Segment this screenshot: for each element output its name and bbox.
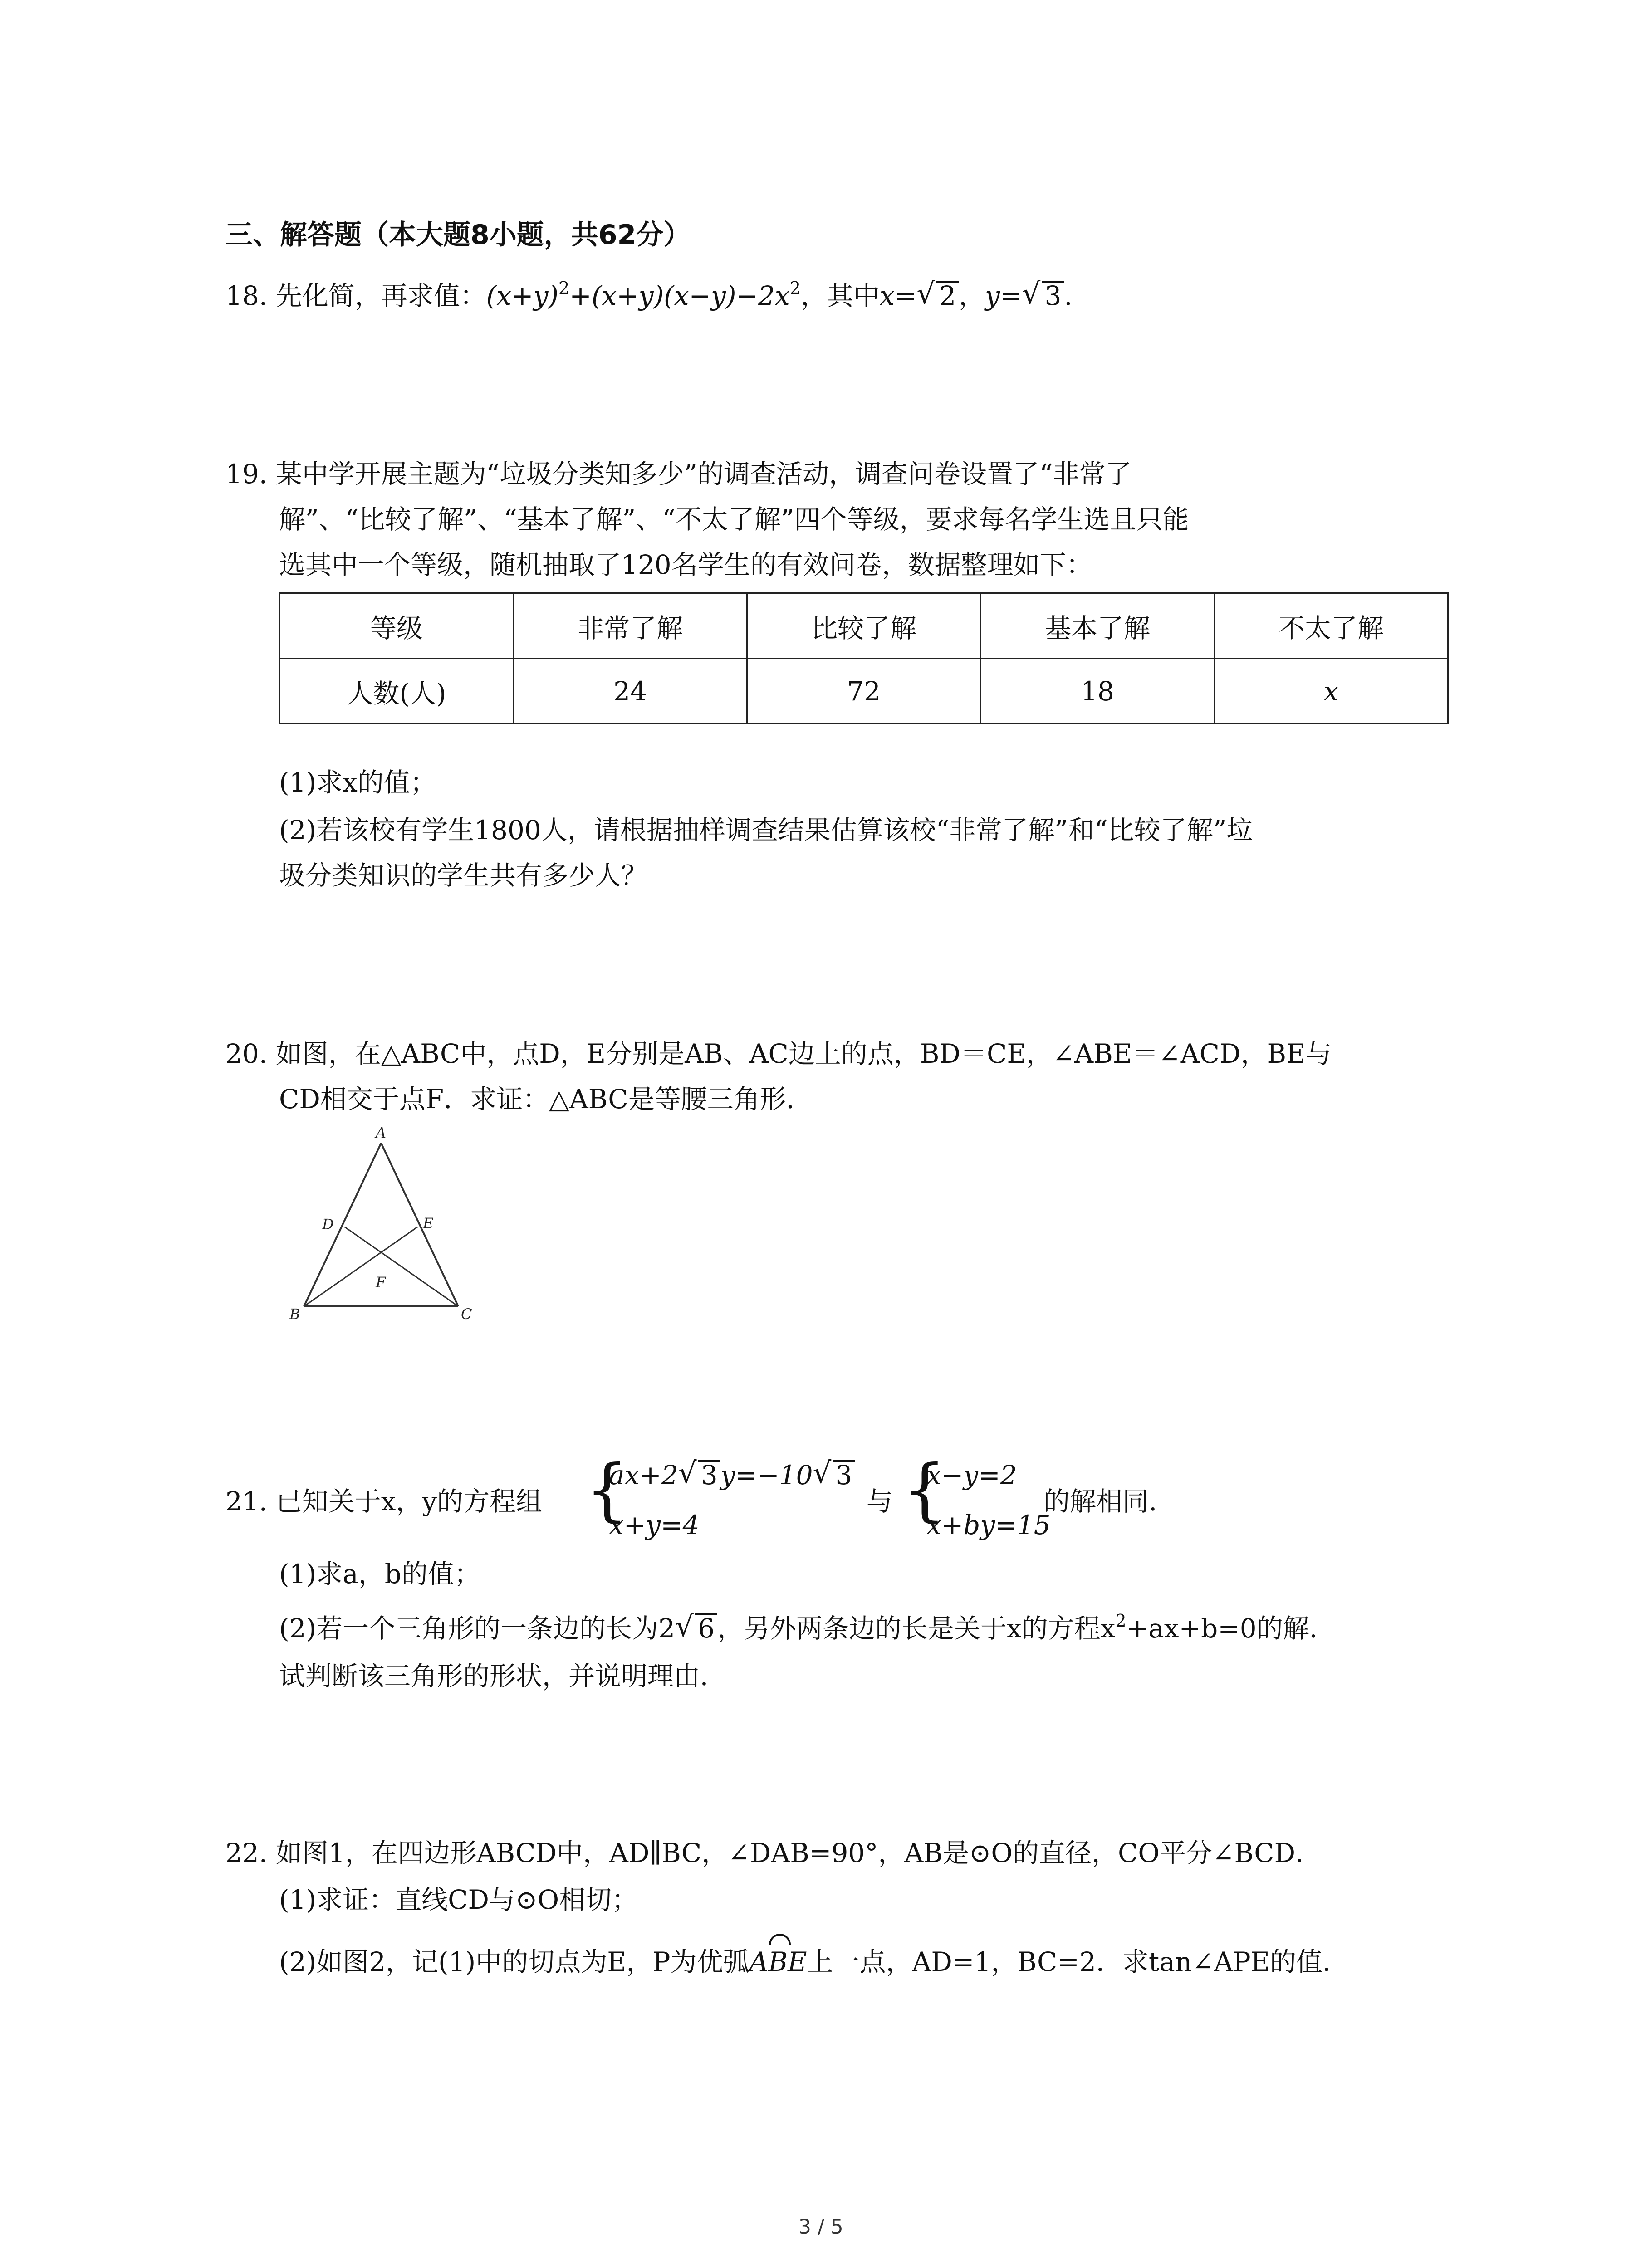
question-22-sub1: (1)求证：直线CD与⊙O相切； [279,1884,638,1915]
question-number: 20. [225,1038,268,1069]
question-lead: 先化简，再求值： [275,280,486,311]
question-21-lead [225,1483,542,1520]
table-cell: 72 [747,659,981,724]
expr-part: (x+y) [486,280,559,311]
exponent: 2 [789,278,801,298]
end-mark: . [1064,280,1073,311]
radicand: 2 [936,281,959,309]
question-19-sub1: (1)求x的值； [279,767,436,798]
label-a: A [376,1125,387,1141]
sqrt: √ 3 [813,1457,855,1493]
text-part: (2)如图2，记(1)中的切点为E，P为优弧 [279,1946,749,1977]
question-21-tail: 的解相同． [1043,1486,1176,1517]
question-18 [225,278,1073,314]
question-number: 19. [225,459,268,489]
sqrt: √ 3 [678,1457,720,1493]
left-brace-1: { [585,1451,629,1530]
question-number: 18. [225,280,268,311]
table-header-cell: 基本了解 [981,593,1215,659]
page-number: 3 / 5 [798,2215,843,2239]
separator: ， [959,280,985,311]
side-ac [381,1143,458,1306]
label-e: E [423,1215,434,1232]
table-cell: x [1215,659,1448,724]
question-20-line1 [225,1036,1332,1072]
question-19-sub2-line2: 圾分类知识的学生共有多少人？ [279,860,648,891]
left-brace-2: { [903,1451,946,1530]
exponent: 2 [558,278,570,298]
question-text: 某中学开展主题为“垃圾分类知多少”的调查活动，调查问卷设置了“非常了 [275,459,1132,489]
table-row [280,659,1448,724]
question-21-sub2-line1 [279,1610,1336,1647]
label-d: D [322,1216,334,1233]
table-cell: 18 [981,659,1215,724]
text-part: ，另外两条边的长是关于x的方程x [717,1613,1116,1644]
question-number: 21. [225,1486,268,1517]
sqrt: √ 3 [1022,278,1064,314]
side-ab [304,1143,381,1306]
question-21-sub1: (1)求a，b的值； [279,1559,480,1589]
system1-eq1 [609,1457,855,1493]
text-part: (2)若一个三角形的一条边的长为2 [279,1613,676,1644]
section-title: 三、解答题（本大题8小题，共62分） [225,219,691,251]
radicand: 6 [695,1613,717,1642]
radicand: 3 [833,1460,855,1488]
exponent: 2 [1115,1611,1127,1631]
question-19-line3: 选其中一个等级，随机抽取了120名学生的有效问卷，数据整理如下： [279,549,1092,580]
radicand: 3 [1042,281,1064,309]
table-header-row [280,593,1448,659]
table-header-cell: 非常了解 [514,593,747,659]
eq-part: y=−10 [720,1460,813,1491]
question-text: 如图1，在四边形ABCD中，AD∥BC，∠DAB=90°，AB是⊙O的直径，CO平分∠BCD． [275,1838,1322,1868]
system2-eq1: x−y=2 [926,1460,1017,1491]
eq-part: ax+2 [609,1460,678,1491]
text-part: +ax+b=0的解． [1126,1613,1336,1644]
question-text: 已知关于x，y的方程组 [275,1486,543,1517]
table-cell: 人数(人) [280,659,514,724]
expr-text: ，其中 [800,280,880,311]
question-22-sub2 [279,1944,1349,1980]
text-part: 上一点，AD=1，BC=2．求tan∠APE的值． [807,1946,1349,1977]
table-header-cell: 等级 [280,593,514,659]
sqrt: √ 6 [675,1610,717,1647]
question-number: 22. [225,1838,268,1868]
expr-part: +(x+y)(x−y)−2x [569,280,790,311]
arc-label: ABE [749,1944,807,1980]
question-20-line2: CD相交于点F．求证：△ABC是等腰三角形． [279,1084,813,1114]
table-header-cell: 不太了解 [1215,593,1448,659]
question-text: 如图，在△ABC中，点D，E分别是AB、AC边上的点，BD＝CE，∠ABE＝∠ACD，BE与 [275,1038,1332,1069]
label-f: F [376,1274,386,1291]
table-cell: 24 [514,659,747,724]
table-header-cell: 比较了解 [747,593,981,659]
survey-table [279,592,1449,724]
x-value-label: x= [879,280,917,311]
label-c: C [461,1305,472,1323]
question-19-line1 [225,456,1132,492]
conjunction: 与 [867,1486,893,1517]
sqrt: √ 2 [916,278,959,314]
question-19-sub2-line1: (2)若该校有学生1800人，请根据抽样调查结果估算该校“非常了解”和“比较了解”垃 [279,815,1253,846]
label-b: B [289,1305,300,1323]
triangle-figure [268,1125,485,1334]
question-22-line1 [225,1835,1322,1871]
system2-eq2: x+by=15 [926,1510,1051,1540]
y-value-label: y= [985,280,1022,311]
system1-eq2: x+y=4 [609,1510,700,1540]
radicand: 3 [698,1460,720,1488]
question-19-line2: 解”、“比较了解”、“基本了解”、“不太了解”四个等级，要求每名学生选且只能 [279,504,1189,535]
question-21-sub2-line2: 试判断该三角形的形状，并说明理由． [279,1661,727,1691]
